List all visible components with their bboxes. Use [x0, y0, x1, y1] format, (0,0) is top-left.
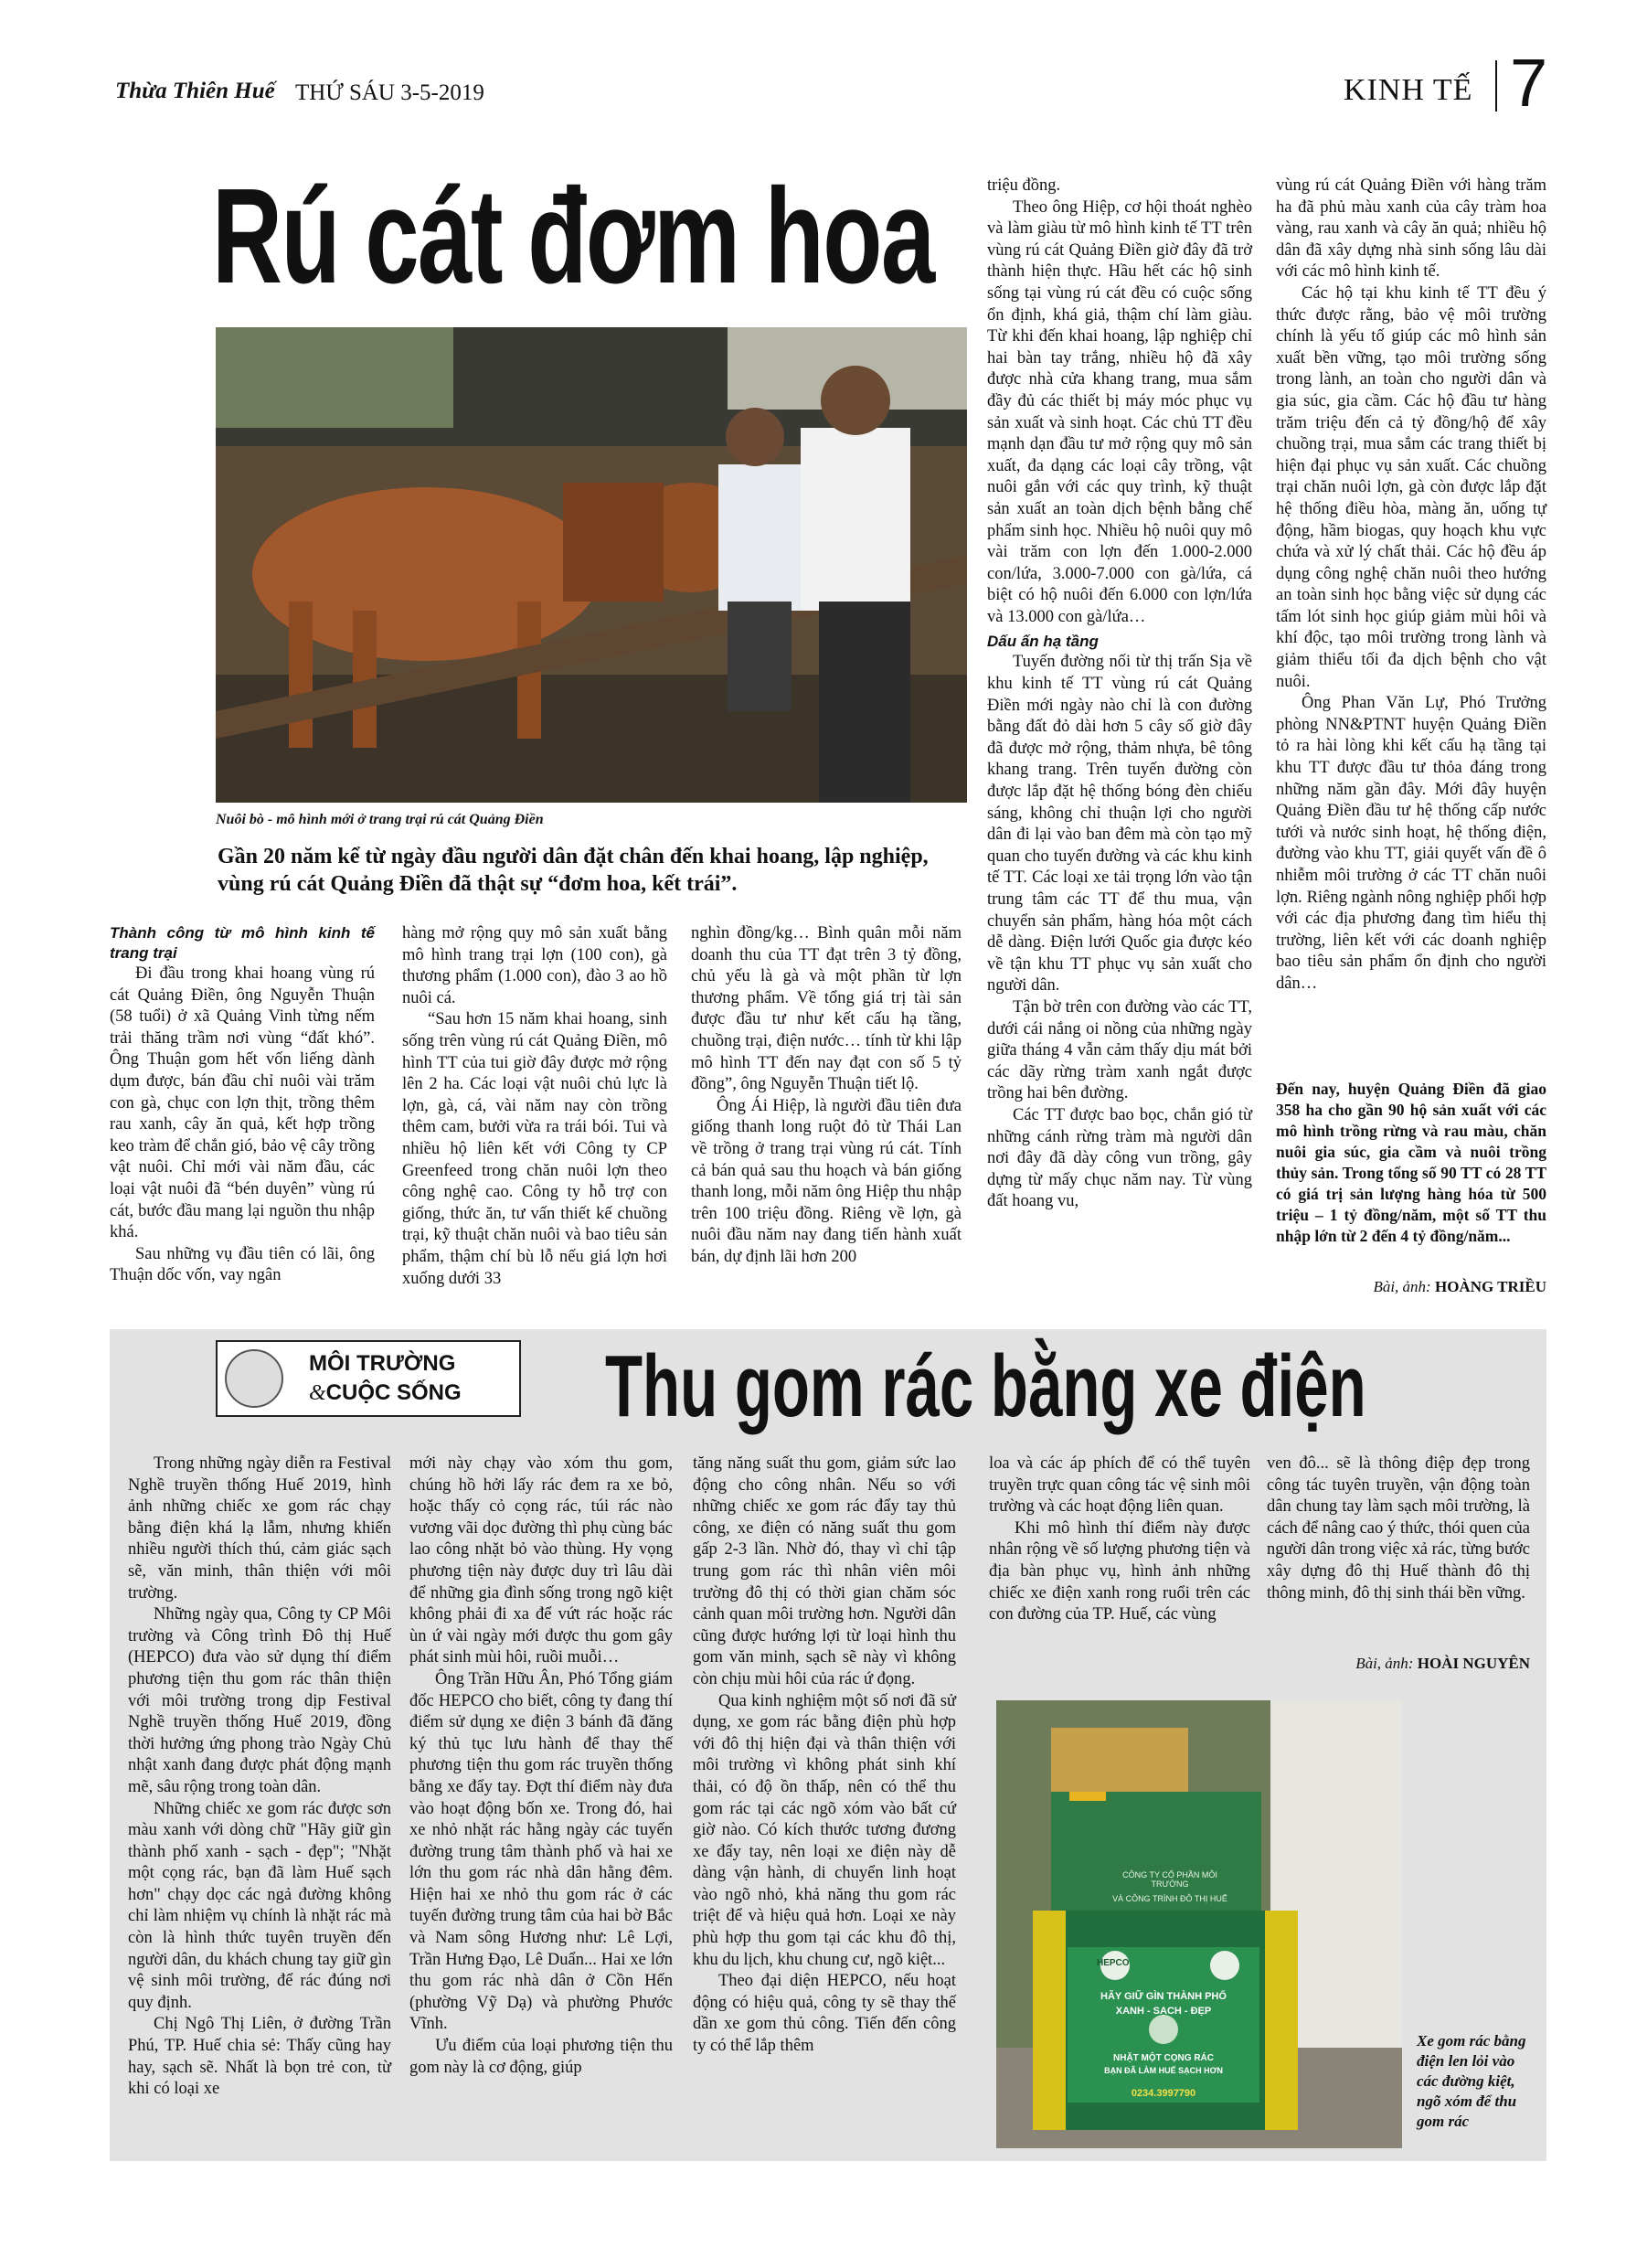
byline-prefix: Bài, ảnh:: [1373, 1278, 1431, 1295]
masthead-divider: [1495, 60, 1497, 112]
paragraph: mới này chạy vào xóm thu gom, chúng hồ hởi lấy rác đem ra xe bỏ, hoặc thấy cỏ cọng rác, túi rác nào vương vãi dọc đường thì phụ cùng bác lao công nhặt bỏ vào thùng. Hy vọng phương tiện này được duy trì lâu dài để những gia đình sống trong ngõ kiệt không phải đi xa để vứt rác hoặc rác ùn ứ vài ngày mới được thu gom gây phát sinh mùi hôi, ruồi muỗi…: [409, 1454, 673, 1667]
paragraph: Tận bờ trên con đường vào các TT, dưới cái nắng oi nồng của những ngày giữa tháng 4 vẫn cảm thấy dịu mát bởi các dãy rừng tràm xanh ngắt được trồng hai bên đường.: [987, 997, 1252, 1103]
article1-subhead-2: Dấu ấn hạ tầng: [987, 633, 1099, 651]
article2-column-2: [409, 1453, 673, 2079]
article2-photo: [996, 1700, 1402, 2148]
article1-lede: Gần 20 năm kể từ ngày đầu người dân đặt chân đến khai hoang, lập nghiệp, vùng rú cát Quảng Điền đã thật sự “đơm hoa, kết trái”.: [218, 845, 929, 896]
paragraph: nghìn đồng/kg… Bình quân mỗi năm doanh thu của TT đạt trên 3 tỷ đồng, chủ yếu là gà và một phần từ lợn thương phẩm. Về tổng giá trị tài sản được đầu tư như kết cấu hạ tầng, chuồng trại, điện nước… tính từ khi lập mô hình TT đến nay đạt con số 5 tỷ đồng”, ông Nguyễn Thuận tiết lộ.: [691, 924, 962, 1094]
paragraph: Những ngày qua, Công ty CP Môi trường và Công trình Đô thị Huế (HEPCO) đưa vào sử dụng thí điểm phương tiện thu gom rác thân thiện với môi trường trong dịp Festival Nghề truyền thống Huế 2019, đồng thời hưởng ứng phong trào Ngày Chủ nhật xanh đang được phát động mạnh mẽ, sâu rộng trong toàn dân.: [128, 1605, 391, 1796]
article1-byline: [1276, 1278, 1546, 1296]
paragraph: Ông Trần Hữu Ân, Phó Tổng giám đốc HEPCO cho biết, công ty đang thí điểm sử dụng xe điện 3 bánh đã đăng ký thủ tục lưu hành để thay thế phương tiện thu gom rác truyền thống bằng xe đẩy tay. Đợt thí điểm này đưa vào hoạt động bốn xe. Trong đó, hai xe nhỏ nhặt rác hằng ngày các tuyến đường trung tâm thành phố và hai xe lớn thu gom rác nhà dân hằng đêm. Hiện hai xe nhỏ thu gom rác ở các tuyến đường trung tâm của hai bờ Bắc và Nam sông Hương như: Lê Lợi, Trần Hưng Đạo, Lê Duẩn... Hai xe lớn thu gom rác nhà dân ở Cồn Hến (phường Vỹ Dạ) và phường Phước Vĩnh.: [409, 1669, 673, 2034]
paragraph: Theo đại diện HEPCO, nếu hoạt động có hiệu quả, công ty sẽ thay thế dần xe gom thủ công. Tiến đến công ty có thể lắp thêm: [693, 1972, 956, 2056]
article1-headline: Rú cát đơm hoa: [212, 161, 934, 312]
byline-prefix: Bài, ảnh:: [1355, 1655, 1414, 1672]
paragraph: Ưu điểm của loại phương tiện thu gom này là cơ động, giúp: [409, 2037, 673, 2077]
cart-company-top: CÔNG TY CỔ PHẦN MÔI TRƯỜNG: [1122, 1870, 1217, 1889]
environment-logo-icon: [225, 1349, 283, 1408]
cart-slogan-1: HÃY GIỮ GÌN THÀNH PHỐ: [1100, 1991, 1227, 2002]
paragraph: “Sau hơn 15 năm khai hoang, sinh sống trên vùng rú cát Quảng Điền, mô hình TT của tui giờ đây được mở rộng lên 2 ha. Các loại vật nuôi chủ lực là lợn, gà, cá, vài năm nay còn trồng thêm cam, bưởi vừa ra trái bói. Tui và nhiều hộ liên kết với Công ty CP Greenfeed trong chăn nuôi lợn theo công nghệ cao. Công ty hỗ trợ con giống, thức ăn, tư vấn thiết kế chuồng trại, kỹ thuật chăn nuôi và bao tiêu sản phẩm, thậm chí bù lỗ nếu giá lợn hơi xuống dưới 33: [402, 1010, 667, 1288]
paragraph: Khi mô hình thí điểm này được nhân rộng về số lượng phương tiện và địa bàn phục vụ, hình ảnh những chiếc xe điện xanh rong ruổi trên các con đường của TP. Huế, các vùng: [989, 1518, 1250, 1624]
article2-byline: [1267, 1655, 1530, 1673]
paper-name: Thừa Thiên Huế: [115, 79, 275, 103]
paragraph: Sau những vụ đầu tiên có lãi, ông Thuận dốc vốn, vay ngân: [110, 1244, 375, 1285]
paragraph: vùng rú cát Quảng Điền với hàng trăm ha đã phủ màu xanh của cây tràm hoa vàng, rau xanh và cây ăn quả; nhiều hộ dân đã xây dựng nhà sinh sống lâu dài với các mô hình kinh tế.: [1276, 176, 1546, 282]
byline-name: HOÀNG TRIỀU: [1434, 1278, 1546, 1295]
paragraph: Đi đầu trong khai hoang vùng rú cát Quảng Điền, ông Nguyễn Thuận (58 tuổi) ở xã Quảng Vinh từng nếm trải thăng trầm nơi vùng “đất khó”. Ông Thuận gom hết vốn liếng dành dụm được, bán đầu chỉ nuôi vài trăm con gà, chục con lợn thịt, trồng thêm rau xanh, cây ăn quả, kết hợp trồng keo tràm để chắn gió, bảo vệ cây trồng vật nuôi. Chỉ mới vài năm đầu, các loại vật nuôi đã “bén duyên” vùng rú cát, bước đầu mang lại nguồn thu nhập khá.: [110, 964, 375, 1242]
article1-photo-caption: Nuôi bò - mô hình mới ở trang trại rú cát Quảng Điền: [216, 812, 544, 827]
issue-date: THỨ SÁU 3-5-2019: [295, 80, 484, 105]
section-name: KINH TẾ: [1344, 73, 1473, 107]
paragraph: Những chiếc xe gom rác được sơn màu xanh với dòng chữ "Hãy giữ gìn thành phố xanh - sạch - đẹp"; "Nhặt một cọng rác, bạn đã làm Huế sạch hơn" chạy dọc các ngả đường không chỉ làm nhiệm vụ chính là nhặt rác mà còn là hình thức tuyên truyền đến người dân, du khách chung tay giữ gìn vệ sinh môi trường, để rác đúng nơi quy định.: [128, 1799, 391, 2012]
article2-column-4: [989, 1453, 1250, 1626]
paragraph: Ông Ái Hiệp, là người đầu tiên đưa giống thanh long ruột đỏ từ Thái Lan về trồng ở trang trại vùng rú cát. Tính cả bán quả sau thu hoạch và bán giống thanh long, mỗi năm ông Hiệp thu nhập trên 100 triệu đồng. Riêng về lợn, gà nuôi đầu năm nay đang tiến hành xuất bán, dự định lãi hơn 200: [691, 1096, 962, 1266]
paragraph: Trong những ngày diễn ra Festival Nghề truyền thống Huế 2019, hình ảnh những chiếc xe gom rác chạy bằng điện khá lạ lẫm, nhưng khiến nhiều người thích thú, cảm giác sạch sẽ, văn minh, thân thiện với môi trường.: [128, 1454, 391, 1603]
article1-column-2: [402, 923, 667, 1290]
article1-column-4: [987, 176, 1252, 1213]
cart-slogan-2: XANH - SẠCH - ĐẸP: [1115, 2006, 1212, 2017]
paragraph: ven đô... sẽ là thông điệp đẹp trong công tác tuyên truyền, vận động toàn dân chung tay làm sạch môi trường, là cách để nâng cao ý thức, thói quen của người dân trong việc xả rác, từng bước xây dựng đô thị Huế thành đô thị thông minh, đô thị sinh thái bền vững.: [1267, 1454, 1531, 1603]
paragraph: Các hộ tại khu kinh tế TT đều ý thức được rằng, bảo vệ môi trường chính là yếu tố giúp các mô hình sản xuất bền vững, tạo môi trường sống trong lành, an toàn cho người dân và gia súc, gia cầm. Các hộ đầu tư hàng trăm triệu đến cả tỷ đồng/hộ để xây chuồng trại, mua sắm các trang thiết bị hiện đại phục vụ sản xuất. Các chuồng trại chăn nuôi lợn, gà còn được lắp đặt hệ thống điều hòa, màng ăn, uống tự động, hầm biogas, quy hoạch khu vực chứa và xử lý chất thải. Các hộ đều áp dụng công nghệ chăn nuôi theo hướng an toàn sinh học bằng việc sử dụng các tấm lót sinh học giúp giảm mùi hôi và khí độc, tạo môi trường trong lành và giảm thiểu tối đa dịch bệnh cho vật nuôi.: [1276, 283, 1546, 691]
cart-hotline: 0234.3997790: [1131, 2088, 1196, 2099]
cart-slogan-3: NHẶT MỘT CỌNG RÁC: [1113, 2053, 1214, 2063]
paragraph: Chị Ngô Thị Liên, ở đường Trần Phú, TP. Huế chia sẻ: Thấy cũng hay hay, sạch sẽ. Nhất là bọn trẻ con, từ khi có loại xe: [128, 2015, 391, 2099]
paragraph: triệu đồng.: [987, 176, 1061, 195]
cart-brand: HEPCO: [1097, 1958, 1130, 1968]
section-badge: [216, 1340, 521, 1417]
paragraph: Các TT được bao bọc, chắn gió từ những cánh rừng tràm mà người dân nơi đây đã dày công vun trồng, gây dựng từ mấy chục năm nay. Từ vùng đất hoang vu,: [987, 1105, 1252, 1211]
article1-column-5: [1276, 176, 1546, 996]
paragraph: hàng mở rộng quy mô sản xuất bằng mô hình trang trại lợn (100 con), gà thương phẩm (1.000 con), đào 3 ao hồ nuôi cá.: [402, 924, 667, 1007]
page-number: 7: [1510, 45, 1548, 121]
article2-column-3: [693, 1453, 956, 2058]
byline-name: HOÀI NGUYÊN: [1417, 1655, 1530, 1672]
paragraph: Tuyến đường nối từ thị trấn Sịa về khu kinh tế TT vùng rú cát Quảng Điền mới ngày nào chỉ là con đường bằng đất đỏ dài hơn 5 cây số giờ đây đã được mở rộng, thảm nhựa, bê tông khang trang. Trên tuyến đường còn được lắp đặt hệ thống bóng đèn chiếu sáng, không chỉ thuận lợi cho người dân đi lại vào ban đêm mà còn tạo mỹ quan cho tuyến đường và các khu kinh tế TT. Các loại xe tải trọng lớn vào tận trung tâm các TT để thu mua, vận chuyển sản phẩm, hàng hóa một cách dễ dàng. Điện lưới Quốc gia được kéo về tận khu TT phục vụ sản xuất cho người dân.: [987, 653, 1252, 996]
article2-headline: Thu gom rác bằng xe điện: [605, 1337, 1366, 1435]
paragraph: Qua kinh nghiệm một số nơi đã sử dụng, xe gom rác bằng điện phù hợp với đô thị hiện đại và thân thiện với môi trường vì không phát sinh khí thải, có độ ồn thấp, nên có thể thu gom rác tại các ngõ xóm vào bất cứ giờ nào. Có kích thước tương đương xe đẩy tay, nên loại xe điện này dễ dàng vận hành, di chuyển linh hoạt vào ngõ nhỏ, khả năng thu gom rác triệt để và hiệu quả hơn. Loại xe này phù hợp thu gom tại các khu đô thị, khu du lịch, khu chung cư, ngõ kiệt...: [693, 1691, 956, 1969]
article1-subhead-1: Thành công từ mô hình kinh tế trang trại: [110, 924, 375, 962]
badge-line-2: [309, 1380, 462, 1406]
cart-company-bottom: VÀ CÔNG TRÌNH ĐÔ THỊ HUẾ: [1112, 1894, 1227, 1903]
article1-column-1: [110, 923, 375, 1287]
article2-photo-caption: Xe gom rác bằng điện len lỏi vào các đường kiệt, ngõ xóm để thu gom rác: [1417, 2032, 1526, 2130]
paragraph: tăng năng suất thu gom, giảm sức lao động cho công nhân. Nếu so với những chiếc xe gom rác đẩy tay thủ công, xe điện có năng suất thu gom gấp 2-3 lần. Nhờ đó, thay vì chỉ tập trung gom rác thì nhân viên môi trường đô thị có thời gian chăm sóc cảnh quan môi trường hơn. Người dân cũng được hướng lợi từ loại hình thu gom văn minh, sạch sẽ này vì không còn chịu mùi hôi của rác ứ đọng.: [693, 1454, 956, 1688]
paragraph: Ông Phan Văn Lự, Phó Trưởng phòng NN&PTNT huyện Quảng Điền tỏ ra hài lòng khi kết cấu hạ tầng tại khu TT được đầu tư thỏa đáng trong những năm gần đây. Mới đây huyện Quảng Điền đầu tư hệ thống cấp nước tưới và nước sinh hoạt, hệ thống điện, đường vào khu TT, giải quyết vấn đề ô nhiễm môi trường ở các TT chăn nuôi lợn. Riêng ngành nông nghiệp phối hợp với các địa phương đang tìm hiểu thị trường, liên kết với các doanh nghiệp bao tiêu sản phẩm ổn định cho người dân…: [1276, 694, 1546, 993]
cart-slogan-4: BẠN ĐÃ LÀM HUẾ SẠCH HƠN: [1104, 2066, 1223, 2075]
paragraph: loa và các áp phích để có thể tuyên truyền trực quan công tác vệ sinh môi trường và các hoạt động liên quan.: [989, 1454, 1250, 1517]
paragraph: Theo ông Hiệp, cơ hội thoát nghèo và làm giàu từ mô hình kinh tế TT trên vùng rú cát Quảng Điền giờ đây đã trở thành hiện thực. Hầu hết các hộ sinh sống tại vùng rú cát đều có cuộc sống ổn định, khá giả, thậm chí làm giàu. Từ khi đến khai hoang, lập nghiệp chỉ hai bàn tay trắng, nhiều hộ đã xây được nhà cửa khang trang, mua sắm đầy đủ các thiết bị máy móc phục vụ sản xuất và sinh hoạt. Các chủ TT đều mạnh dạn đầu tư mở rộng quy mô sản xuất, đa dạng các loại cây trồng, vật nuôi gắn với các quy trình, kỹ thuật sản xuất an toàn dịch bệnh bằng chế phẩm sinh học. Nhiều hộ nuôi quy mô vài trăm con lợn đến 1.000-2.000 con/lứa, 3.000-7.000 con gà/lứa, cá biệt có hộ nuôi đến 6.000 con lợn/lứa và 13.000 con gà/lứa…: [987, 197, 1252, 626]
article2-column-5: [1267, 1453, 1530, 1604]
badge-line-2-text: CUỘC SỐNG: [325, 1380, 462, 1405]
article1-highlight-box: Đến nay, huyện Quảng Điền đã giao 358 ha cho gần 90 hộ sản xuất với các mô hình trồng rừng và rau màu, chăn nuôi gia súc, gia cầm và nuôi trồng thủy sản. Trong tổng số 90 TT có 28 TT có giá trị sản lượng hàng hóa từ 500 triệu – 1 tỷ đồng/năm, một số TT thu nhập lớn từ 2 đến 4 tỷ đồng/năm...: [1276, 1080, 1546, 1245]
article1-photo: [216, 327, 967, 803]
badge-line-1: MÔI TRƯỜNG: [309, 1351, 456, 1376]
badge-ampersand: &: [309, 1381, 326, 1405]
article1-column-3: [691, 923, 962, 1269]
article2-column-1: [128, 1453, 391, 2101]
